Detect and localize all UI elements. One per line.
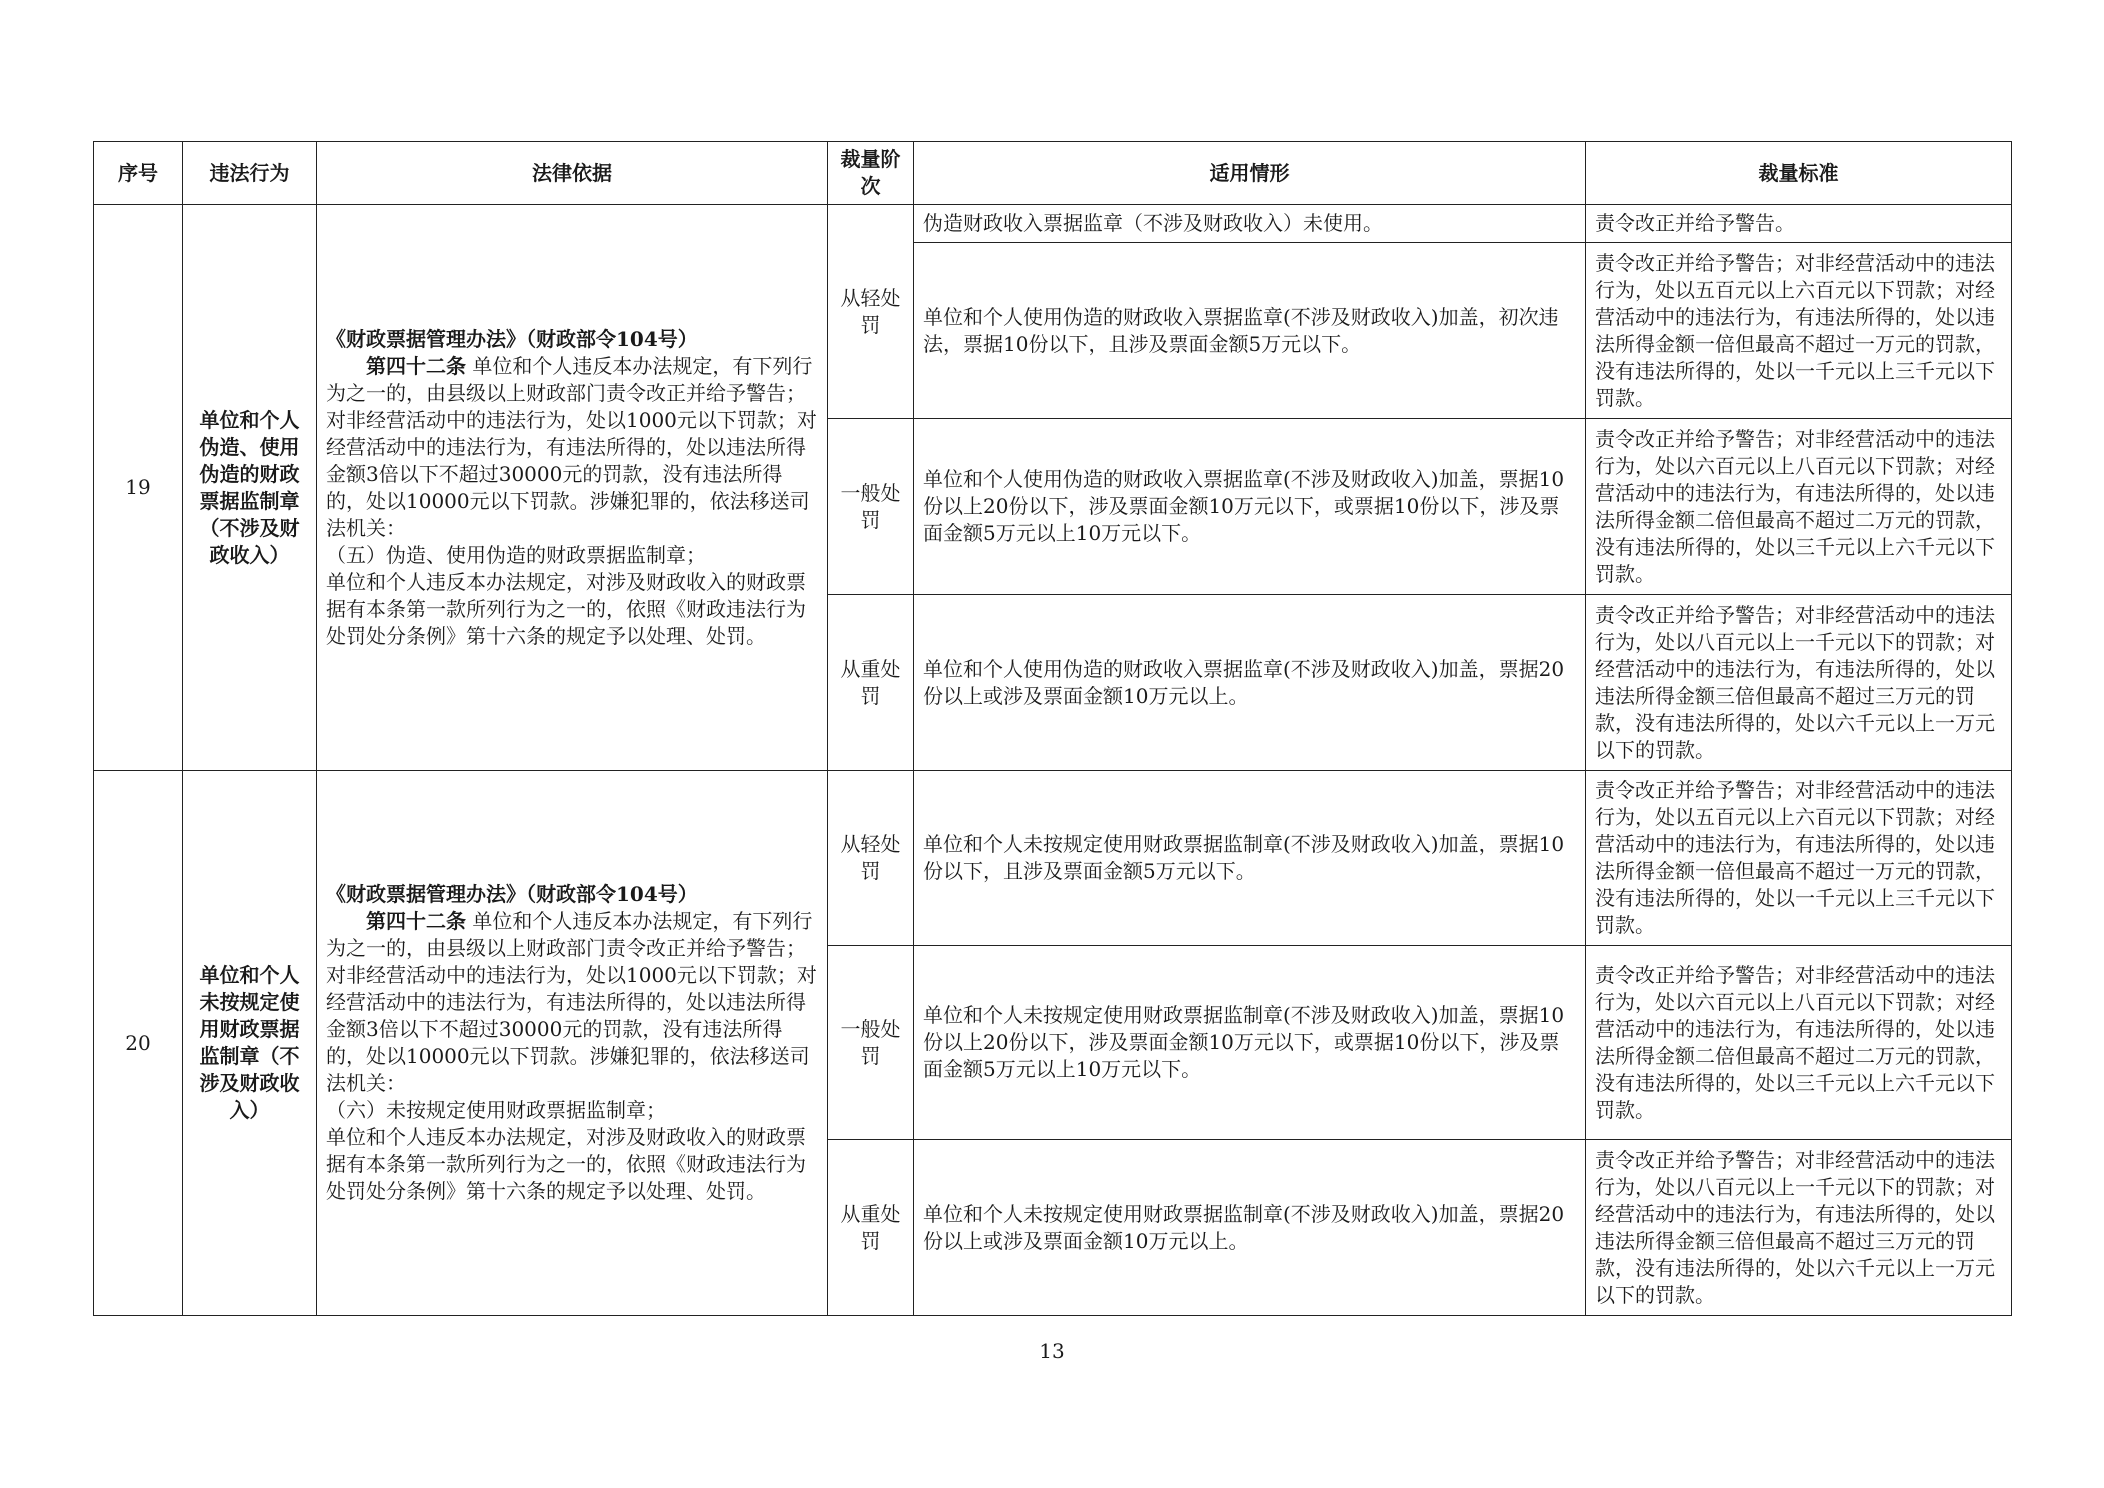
applicable-situation: 单位和个人使用伪造的财政收入票据监章(不涉及财政收入)加盖，票据10份以上20份以下，涉及票面金额10万元以下，或票据10份以下，涉及票面金额5万元以上10万元以下。 <box>914 419 1586 595</box>
basis-title: 《财政票据管理办法》（财政部令104号） <box>326 882 698 906</box>
record-number: 20 <box>94 771 183 1316</box>
basis-article: 第四十二条 <box>366 353 466 378</box>
discretion-standard: 责令改正并给予警告；对非经营活动中的违法行为，处以五百元以上六百元以下罚款；对经营活动中的违法行为，有违法所得的，处以违法所得金额一倍但最高不超过一万元的罚款，没有违法所得的，处以一千元以上三千元以下罚款。 <box>1586 243 2012 419</box>
header-level: 裁量阶次 <box>828 142 914 205</box>
legal-basis <box>317 771 828 1316</box>
discretion-standard: 责令改正并给予警告；对非经营活动中的违法行为，处以五百元以上六百元以下罚款；对经营活动中的违法行为，有违法所得的，处以违法所得金额一倍但最高不超过一万元的罚款，没有违法所得的，处以一千元以上三千元以下罚款。 <box>1586 771 2012 946</box>
violation-act: 单位和个人伪造、使用伪造的财政票据监制章（不涉及财政收入） <box>183 205 317 771</box>
discretion-standard: 责令改正并给予警告；对非经营活动中的违法行为，处以六百元以上八百元以下罚款；对经营活动中的违法行为，有违法所得的，处以违法所得金额二倍但最高不超过二万元的罚款，没有违法所得的，处以三千元以上六千元以下罚款。 <box>1586 419 2012 595</box>
discretion-standard: 责令改正并给予警告。 <box>1586 205 2012 243</box>
basis-article: 第四十二条 <box>366 909 466 933</box>
basis-item: （五）伪造、使用伪造的财政票据监制章； <box>326 542 706 567</box>
basis-intro: 单位和个人违反本办法规定，有下列行为之一的，由县级以上财政部门责令改正并给予警告；对非经营活动中的违法行为，处以1000元以下罚款；对经营活动中的违法行为，有违法所得的，处以违法所得金额3倍以下不超过30000元的罚款，没有违法所得的，处以10000元以下罚款。涉嫌犯罪的，依法移送司法机关： <box>326 909 817 1095</box>
basis-tail: 单位和个人违反本办法规定，对涉及财政收入的财政票据有本条第一款所列行为之一的，依照《财政违法行为处罚处分条例》第十六条的规定予以处理、处罚。 <box>326 569 806 648</box>
discretion-standard: 责令改正并给予警告；对非经营活动中的违法行为，处以八百元以上一千元以下的罚款；对经营活动中的违法行为，有违法所得的，处以违法所得金额三倍但最高不超过三万元的罚款，没有违法所得的，处以六千元以上一万元以下的罚款。 <box>1586 595 2012 771</box>
applicable-situation: 单位和个人使用伪造的财政收入票据监章(不涉及财政收入)加盖，票据20份以上或涉及票面金额10万元以上。 <box>914 595 1586 771</box>
table-row <box>94 205 2012 243</box>
discretion-standard: 责令改正并给予警告；对非经营活动中的违法行为，处以八百元以上一千元以下的罚款；对经营活动中的违法行为，有违法所得的，处以违法所得金额三倍但最高不超过三万元的罚款，没有违法所得的，处以六千元以上一万元以下的罚款。 <box>1586 1140 2012 1316</box>
header-standard: 裁量标准 <box>1586 142 2012 205</box>
header-act: 违法行为 <box>183 142 317 205</box>
discretion-level: 从轻处罚 <box>828 771 914 946</box>
basis-title: 《财政票据管理办法》（财政部令104号） <box>326 326 698 351</box>
basis-intro: 单位和个人违反本办法规定，有下列行为之一的，由县级以上财政部门责令改正并给予警告；对非经营活动中的违法行为，处以1000元以下罚款；对经营活动中的违法行为，有违法所得的，处以违法所得金额3倍以下不超过30000元的罚款，没有违法所得的，处以10000元以下罚款。涉嫌犯罪的，依法移送司法机关： <box>326 353 817 540</box>
discretion-level: 一般处罚 <box>828 946 914 1140</box>
basis-item: （六）未按规定使用财政票据监制章； <box>326 1098 666 1122</box>
discretion-standard: 责令改正并给予警告；对非经营活动中的违法行为，处以六百元以上八百元以下罚款；对经营活动中的违法行为，有违法所得的，处以违法所得金额二倍但最高不超过二万元的罚款，没有违法所得的，处以三千元以上六千元以下罚款。 <box>1586 946 2012 1140</box>
header-no: 序号 <box>94 142 183 205</box>
discretion-standards-table <box>93 141 2012 1316</box>
basis-tail: 单位和个人违反本办法规定，对涉及财政收入的财政票据有本条第一款所列行为之一的，依照《财政违法行为处罚处分条例》第十六条的规定予以处理、处罚。 <box>326 1125 806 1203</box>
table-header-row <box>94 142 2012 205</box>
page-number: 13 <box>1039 1339 1065 1363</box>
applicable-situation: 单位和个人未按规定使用财政票据监制章(不涉及财政收入)加盖，票据10份以上20份以下，涉及票面金额10万元以下，或票据10份以下，涉及票面金额5万元以上10万元以下。 <box>914 946 1586 1140</box>
applicable-situation: 单位和个人使用伪造的财政收入票据监章(不涉及财政收入)加盖，初次违法，票据10份以下，且涉及票面金额5万元以下。 <box>914 243 1586 419</box>
record-number: 19 <box>94 205 183 771</box>
header-basis: 法律依据 <box>317 142 828 205</box>
applicable-situation: 单位和个人未按规定使用财政票据监制章(不涉及财政收入)加盖，票据20份以上或涉及票面金额10万元以上。 <box>914 1140 1586 1316</box>
discretion-level: 从重处罚 <box>828 1140 914 1316</box>
discretion-level: 一般处罚 <box>828 419 914 595</box>
header-situation: 适用情形 <box>914 142 1586 205</box>
table-row <box>94 771 2012 946</box>
violation-act: 单位和个人未按规定使用财政票据监制章（不涉及财政收入） <box>183 771 317 1316</box>
legal-basis <box>317 205 828 771</box>
applicable-situation: 伪造财政收入票据监章（不涉及财政收入）未使用。 <box>914 205 1586 243</box>
applicable-situation: 单位和个人未按规定使用财政票据监制章(不涉及财政收入)加盖，票据10份以下，且涉及票面金额5万元以下。 <box>914 771 1586 946</box>
discretion-level: 从重处罚 <box>828 595 914 771</box>
discretion-level: 从轻处罚 <box>828 205 914 419</box>
